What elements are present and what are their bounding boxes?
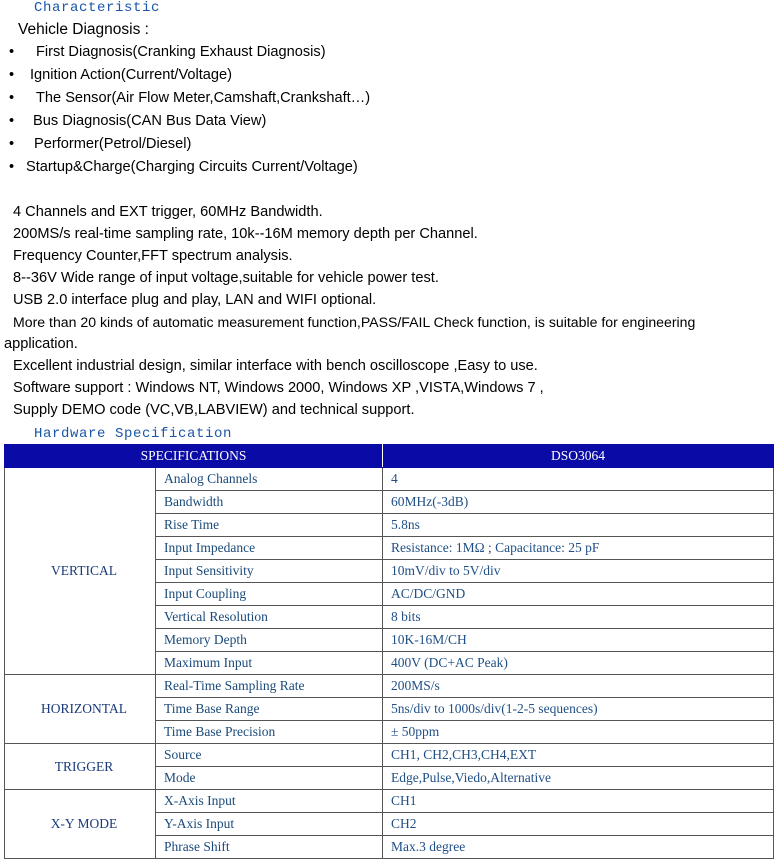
group-xy-mode: X-Y MODE <box>5 790 156 859</box>
hardware-spec-heading: Hardware Specification <box>34 426 233 442</box>
value-cell: 10mV/div to 5V/div <box>383 560 774 583</box>
value-cell: Edge,Pulse,Viedo,Alternative <box>383 767 774 790</box>
bullet-icon: • <box>9 67 15 83</box>
value-cell: ± 50ppm <box>383 721 774 744</box>
param-cell: Input Coupling <box>156 583 383 606</box>
feature-line: USB 2.0 interface plug and play, LAN and WIFI optional. <box>13 292 377 308</box>
value-cell: 10K-16M/CH <box>383 629 774 652</box>
param-cell: Phrase Shift <box>156 836 383 859</box>
value-cell: 5ns/div to 1000s/div(1-2-5 sequences) <box>383 698 774 721</box>
bullet-icon: • <box>9 159 15 175</box>
param-cell: Analog Channels <box>156 468 383 491</box>
param-cell: Mode <box>156 767 383 790</box>
vehicle-diagnosis-title: Vehicle Diagnosis : <box>18 21 149 38</box>
characteristic-heading: Characteristic <box>34 0 161 16</box>
feature-line: 4 Channels and EXT trigger, 60MHz Bandwidth. <box>13 204 323 220</box>
value-cell: Resistance: 1MΩ ; Capacitance: 25 pF <box>383 537 774 560</box>
feature-line: More than 20 kinds of automatic measurement function,PASS/FAIL Check function, is suitable for engineering <box>13 314 696 330</box>
feature-line: Software support : Windows NT, Windows 2000, Windows XP ,VISTA,Windows 7 , <box>13 380 544 396</box>
group-vertical: VERTICAL <box>5 468 156 675</box>
param-cell: X-Axis Input <box>156 790 383 813</box>
value-cell: CH1 <box>383 790 774 813</box>
bullet-icon: • <box>9 113 15 129</box>
feature-line: 8--36V Wide range of input voltage,suitable for vehicle power test. <box>13 270 439 286</box>
value-cell: 400V (DC+AC Peak) <box>383 652 774 675</box>
value-cell: AC/DC/GND <box>383 583 774 606</box>
value-cell: CH2 <box>383 813 774 836</box>
param-cell: Rise Time <box>156 514 383 537</box>
value-cell: 200MS/s <box>383 675 774 698</box>
param-cell: Input Sensitivity <box>156 560 383 583</box>
table-row <box>5 744 774 767</box>
param-cell: Input Impedance <box>156 537 383 560</box>
table-row <box>5 675 774 698</box>
value-cell: 5.8ns <box>383 514 774 537</box>
header-model: DSO3064 <box>383 445 774 468</box>
param-cell: Time Base Precision <box>156 721 383 744</box>
bullet-icon: • <box>9 90 15 106</box>
header-specifications: SPECIFICATIONS <box>5 445 383 468</box>
group-trigger: TRIGGER <box>5 744 156 790</box>
bullet-icon: • <box>9 136 15 152</box>
feature-line: Frequency Counter,FFT spectrum analysis. <box>13 248 293 264</box>
param-cell: Time Base Range <box>156 698 383 721</box>
value-cell: CH1, CH2,CH3,CH4,EXT <box>383 744 774 767</box>
feature-line: application. <box>4 336 78 352</box>
param-cell: Bandwidth <box>156 491 383 514</box>
bullet-icon: • <box>9 44 15 60</box>
param-cell: Memory Depth <box>156 629 383 652</box>
feature-line: 200MS/s real-time sampling rate, 10k--16M memory depth per Channel. <box>13 226 478 242</box>
group-horizontal: HORIZONTAL <box>5 675 156 744</box>
spec-table <box>4 444 774 859</box>
feature-line: Supply DEMO code (VC,VB,LABVIEW) and technical support. <box>13 402 415 418</box>
table-row <box>5 790 774 813</box>
value-cell: 8 bits <box>383 606 774 629</box>
param-cell: Y-Axis Input <box>156 813 383 836</box>
value-cell: Max.3 degree <box>383 836 774 859</box>
table-row <box>5 468 774 491</box>
value-cell: 60MHz(-3dB) <box>383 491 774 514</box>
value-cell: 4 <box>383 468 774 491</box>
spec-table-header <box>5 445 774 468</box>
param-cell: Source <box>156 744 383 767</box>
param-cell: Maximum Input <box>156 652 383 675</box>
param-cell: Real-Time Sampling Rate <box>156 675 383 698</box>
param-cell: Vertical Resolution <box>156 606 383 629</box>
feature-line: Excellent industrial design, similar interface with bench oscilloscope ,Easy to use. <box>13 358 538 374</box>
